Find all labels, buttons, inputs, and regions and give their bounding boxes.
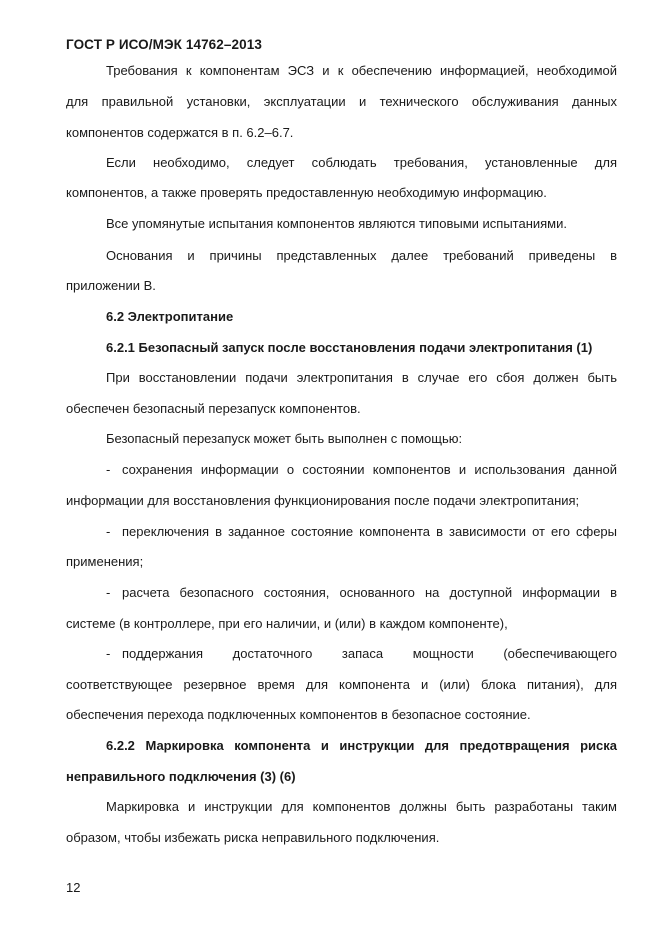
- list-item-line: обеспечения перехода подключенных компонентов в безопасное состояние.: [66, 707, 531, 722]
- list-item-line: системе (в контроллере, при его наличии, и (или) в каждом компоненте),: [66, 616, 508, 631]
- paragraph-line: Основания и причины представленных далее требований приведены в: [106, 248, 617, 263]
- list-dash: -: [106, 585, 111, 600]
- paragraph-line: Все упомянутые испытания компонентов являются типовыми испытаниями.: [106, 216, 567, 231]
- paragraph-line: компонентов, а также проверять предоставленную необходимую информацию.: [66, 185, 547, 200]
- paragraph-line: образом, чтобы избежать риска неправильного подключения.: [66, 830, 440, 845]
- list-dash: -: [106, 462, 111, 477]
- list-dash: -: [106, 524, 111, 539]
- paragraph-line: Если необходимо, следует соблюдать требования, установленные для: [106, 155, 617, 170]
- list-item-line: [106, 585, 617, 601]
- subsection-heading: 6.2.2 Маркировка компонента и инструкции для предотвращения риска: [106, 738, 617, 753]
- list-item-text: поддержания достаточного запаса мощности (обеспечивающего: [122, 646, 617, 661]
- section-heading: 6.2 Электропитание: [106, 309, 234, 324]
- paragraph-line: При восстановлении подачи электропитания в случае его сбоя должен быть: [106, 370, 617, 385]
- list-item-text: сохранения информации о состоянии компонентов и использования данной: [122, 462, 617, 477]
- subsection-heading: 6.2.1 Безопасный запуск после восстановления подачи электропитания (1): [106, 340, 593, 355]
- list-item-line: [106, 462, 617, 478]
- paragraph-line: приложении В.: [66, 278, 156, 293]
- paragraph-line: Маркировка и инструкции для компонентов должны быть разработаны таким: [106, 799, 617, 814]
- list-item-line: применения;: [66, 554, 144, 569]
- paragraph-line: компонентов содержатся в п. 6.2–6.7.: [66, 125, 294, 140]
- document-header: ГОСТ Р ИСО/МЭК 14762–2013: [66, 37, 262, 52]
- paragraph-line: Требования к компонентам ЭСЗ и к обеспечению информацией, необходимой: [106, 63, 617, 78]
- paragraph-line: обеспечен безопасный перезапуск компонентов.: [66, 401, 361, 416]
- paragraph-line: для правильной установки, эксплуатации и технического обслуживания данных: [66, 94, 617, 109]
- page-number: 12: [66, 880, 81, 895]
- subsection-heading: неправильного подключения (3) (6): [66, 769, 296, 784]
- list-item-line: информации для восстановления функционирования после подачи электропитания;: [66, 493, 580, 508]
- list-item-text: расчета безопасного состояния, основанного на доступной информации в: [122, 585, 617, 600]
- list-item-text: переключения в заданное состояние компонента в зависимости от его сферы: [122, 524, 617, 539]
- list-item-line: соответствующее резервное время для компонента и (или) блока питания), для: [66, 677, 617, 692]
- list-dash: -: [106, 646, 111, 661]
- list-item-line: [106, 524, 617, 540]
- paragraph-line: Безопасный перезапуск может быть выполнен с помощью:: [106, 431, 463, 446]
- list-item-line: [106, 646, 617, 662]
